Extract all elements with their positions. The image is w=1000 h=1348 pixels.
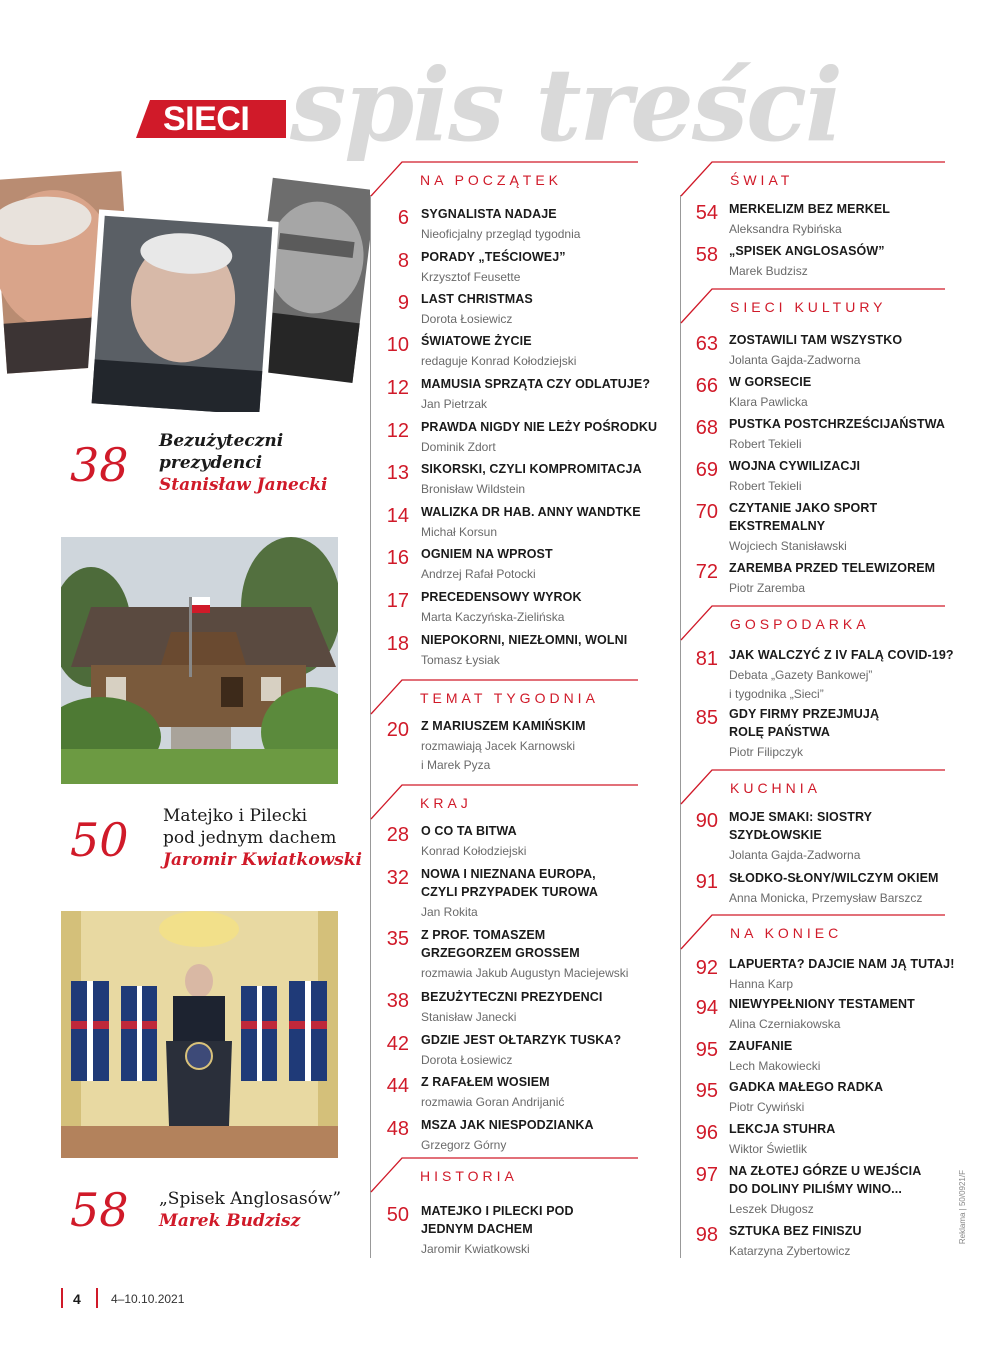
section-title: NA POCZĄTEK <box>420 172 563 188</box>
toc-page-number[interactable]: 32 <box>386 867 409 889</box>
feature-title-line[interactable]: Matejko i Pilecki <box>163 806 308 826</box>
toc-page-number[interactable]: 91 <box>695 871 718 893</box>
toc-entry-title[interactable]: MATEJKO I PILECKI POD <box>421 1204 574 1218</box>
toc-entry-author: Dorota Łosiewicz <box>421 312 513 326</box>
toc-entry-title[interactable]: LAST CHRISTMAS <box>421 292 533 306</box>
feature-author: Stanisław Janecki <box>159 475 328 495</box>
toc-entry-title[interactable]: ROLĘ PAŃSTWA <box>729 725 830 739</box>
footer-bar-right <box>96 1288 98 1308</box>
toc-entry-author: Katarzyna Zybertowicz <box>729 1244 851 1258</box>
toc-entry-author: rozmawia Goran Andrijanić <box>421 1095 565 1109</box>
toc-entry-title[interactable]: MERKELIZM BEZ MERKEL <box>729 202 891 216</box>
toc-page-number[interactable]: 54 <box>695 202 718 224</box>
toc-entry-title[interactable]: OGNIEM NA WPROST <box>421 547 553 561</box>
toc-entry-title[interactable]: NA ZŁOTEJ GÓRZE U WEJŚCIA <box>729 1164 922 1178</box>
toc-entry-author: Debata „Gazety Bankowej” <box>729 668 873 682</box>
toc-entry-author: Piotr Zaremba <box>729 581 806 595</box>
toc-page-number[interactable]: 18 <box>386 633 409 655</box>
toc-page-number[interactable]: 8 <box>397 250 409 272</box>
section-title: HISTORIA <box>420 1168 518 1184</box>
toc-entry-title[interactable]: MOJE SMAKI: SIOSTRY <box>729 810 873 824</box>
toc-entry-title[interactable]: Z PROF. TOMASZEM <box>421 928 546 942</box>
toc-page-number[interactable]: 12 <box>386 377 409 399</box>
toc-entry-author: Anna Monicka, Przemysław Barszcz <box>729 891 923 905</box>
toc-page-number[interactable]: 69 <box>695 459 718 481</box>
toc-entry-title[interactable]: SZYDŁOWSKIE <box>729 828 822 842</box>
toc-entry-title[interactable]: PRECEDENSOWY WYROK <box>421 590 582 604</box>
section-title: KUCHNIA <box>730 780 822 796</box>
toc-entry-author: Marta Kaczyńska-Zielińska <box>421 610 565 624</box>
section-rule <box>370 784 640 820</box>
toc-page-number[interactable]: 90 <box>695 810 718 832</box>
toc-entry-author: Alina Czerniakowska <box>729 1017 841 1031</box>
toc-entry-title[interactable]: MSZA JAK NIESPODZIANKA <box>421 1118 594 1132</box>
toc-page-number[interactable]: 70 <box>695 501 718 523</box>
toc-entry-title[interactable]: Z RAFAŁEM WOSIEM <box>421 1075 550 1089</box>
toc-entry-author: Nieoficjalny przegląd tygodnia <box>421 227 581 241</box>
toc-entry-title[interactable]: GRZEGORZEM GROSSEM <box>421 946 580 960</box>
ad-note: Reklama | 50/0921/F <box>958 1170 967 1245</box>
toc-entry-title[interactable]: NOWA I NIEZNANA EUROPA, <box>421 867 596 881</box>
toc-entry-title[interactable]: LAPUERTA? DAJCIE NAM JĄ TUTAJ! <box>729 957 955 971</box>
toc-entry-author: Jolanta Gajda-Zadworna <box>729 848 861 862</box>
feature-title-line[interactable]: pod jednym dachem <box>163 828 337 848</box>
toc-entry-title[interactable]: GADKA MAŁEGO RADKA <box>729 1080 884 1094</box>
toc-page-number[interactable]: 97 <box>695 1164 718 1186</box>
toc-page-number[interactable]: 28 <box>386 824 409 846</box>
feature-author: Jaromir Kwiatkowski <box>163 850 362 870</box>
toc-entry-author: i tygodnika „Sieci” <box>729 687 824 701</box>
toc-entry-title[interactable]: PUSTKA POSTCHRZEŚCIJAŃSTWA <box>729 417 946 431</box>
toc-page-number[interactable]: 48 <box>386 1118 409 1140</box>
toc-page-number[interactable]: 68 <box>695 417 718 439</box>
toc-page-number[interactable]: 10 <box>386 334 409 356</box>
toc-entry-title[interactable]: „SPISEK ANGLOSASÓW” <box>729 244 885 258</box>
page-number: 4 <box>73 1291 81 1307</box>
feature-number: 38 <box>70 438 129 492</box>
toc-page-number[interactable]: 14 <box>386 505 409 527</box>
toc-entry-author: redaguje Konrad Kołodziejski <box>421 354 577 368</box>
toc-entry-author: Robert Tekieli <box>729 437 802 451</box>
toc-entry-author: Michał Korsun <box>421 525 498 539</box>
toc-entry-title[interactable]: CZYLI PRZYPADEK TUROWA <box>421 885 598 899</box>
toc-entry-author: Jaromir Kwiatkowski <box>421 1242 530 1256</box>
toc-page-number[interactable]: 72 <box>695 561 718 583</box>
toc-entry-author: Leszek Długosz <box>729 1202 814 1216</box>
footer-bar-left <box>61 1288 63 1308</box>
toc-entry-title[interactable]: W GORSECIE <box>729 375 812 389</box>
toc-page-number[interactable]: 50 <box>386 1204 409 1226</box>
section-title: TEMAT TYGODNIA <box>420 690 599 706</box>
feature-number: 58 <box>70 1183 129 1237</box>
manor-house-photo[interactable] <box>61 537 338 784</box>
toc-entry-title[interactable]: ŚWIATOWE ŻYCIE <box>421 334 532 348</box>
toc-entry-author: Jan Rokita <box>421 905 478 919</box>
feature-title-line[interactable]: Bezużyteczni <box>159 431 284 451</box>
toc-page-number[interactable]: 81 <box>695 648 718 670</box>
issue-date: 4–10.10.2021 <box>111 1292 185 1306</box>
toc-entry-author: Dorota Łosiewicz <box>421 1053 513 1067</box>
toc-entry-title[interactable]: O CO TA BITWA <box>421 824 517 838</box>
toc-entry-title[interactable]: NIEWYPEŁNIONY TESTAMENT <box>729 997 915 1011</box>
toc-page-number[interactable]: 58 <box>695 244 718 266</box>
presidents-photo[interactable] <box>0 167 370 412</box>
toc-entry-title[interactable]: Z MARIUSZEM KAMIŃSKIM <box>421 719 586 733</box>
toc-page-number[interactable]: 95 <box>695 1080 718 1102</box>
toc-entry-title[interactable]: NIEPOKORNI, NIEZŁOMNI, WOLNI <box>421 633 628 647</box>
toc-page-number[interactable]: 20 <box>386 719 409 741</box>
section-title: NA KONIEC <box>730 925 843 941</box>
toc-entry-title[interactable]: SZTUKA BEZ FINISZU <box>729 1224 862 1238</box>
toc-page-number[interactable]: 92 <box>695 957 718 979</box>
toc-page-number[interactable]: 63 <box>695 333 718 355</box>
toc-entry-title[interactable]: EKSTREMALNY <box>729 519 826 533</box>
toc-entry-author: Jan Pietrzak <box>421 397 488 411</box>
toc-entry-author: Andrzej Rafał Potocki <box>421 567 536 581</box>
toc-entry-author: Aleksandra Rybińska <box>729 222 842 236</box>
toc-entry-author: Tomasz Łysiak <box>421 653 500 667</box>
toc-entry-title[interactable]: WALIZKA DR HAB. ANNY WANDTKE <box>421 505 641 519</box>
toc-entry-author: Piotr Cywiński <box>729 1100 805 1114</box>
toc-page-number[interactable]: 42 <box>386 1033 409 1055</box>
toc-entry-author: Wojciech Stanisławski <box>729 539 847 553</box>
toc-page-number[interactable]: 94 <box>695 997 718 1019</box>
toc-entry-title[interactable]: PRAWDA NIGDY NIE LEŻY POŚRODKU <box>421 420 658 434</box>
toc-entry-author: i Marek Pyza <box>421 758 491 772</box>
toc-entry-author: Hanna Karp <box>729 977 794 991</box>
toc-entry-title[interactable]: CZYTANIE JAKO SPORT <box>729 501 878 515</box>
toc-entry-author: rozmawiają Jacek Karnowski <box>421 739 576 753</box>
toc-entry-title[interactable]: PORADY „TEŚCIOWEJ” <box>421 250 566 264</box>
toc-entry-author: Krzysztof Feusette <box>421 270 521 284</box>
toc-page-number[interactable]: 13 <box>386 462 409 484</box>
section-title: GOSPODARKA <box>730 616 870 632</box>
toc-entry-title[interactable]: GDZIE JEST OŁTARZYK TUSKA? <box>421 1033 622 1047</box>
section-title: ŚWIAT <box>730 172 794 188</box>
page-title: spis treści <box>290 46 841 164</box>
brand-name: SIECI <box>163 100 250 138</box>
toc-page-number[interactable]: 12 <box>386 420 409 442</box>
toc-entry-author: Konrad Kołodziejski <box>421 844 527 858</box>
toc-entry-author: Piotr Filipczyk <box>729 745 804 759</box>
toc-page-number[interactable]: 9 <box>397 292 409 314</box>
toc-entry-author: Robert Tekieli <box>729 479 802 493</box>
toc-entry-author: rozmawia Jakub Augustyn Maciejewski <box>421 966 629 980</box>
toc-entry-title[interactable]: BEZUŻYTECZNI PREZYDENCI <box>421 990 603 1004</box>
toc-page-number[interactable]: 17 <box>386 590 409 612</box>
toc-entry-title[interactable]: SIKORSKI, CZYLI KOMPROMITACJA <box>421 462 642 476</box>
toc-entry-title[interactable]: ZOSTAWILI TAM WSZYSTKO <box>729 333 903 347</box>
feature-title-line[interactable]: „Spisek Anglosasów” <box>159 1189 342 1209</box>
toc-entry-author: Jolanta Gajda-Zadworna <box>729 353 861 367</box>
toc-entry-title[interactable]: DO DOLINY PILIŚMY WINO... <box>729 1182 902 1196</box>
toc-page-number[interactable]: 35 <box>386 928 409 950</box>
toc-entry-author: Bronisław Wildstein <box>421 482 526 496</box>
toc-entry-title[interactable]: ZAREMBA PRZED TELEWIZOREM <box>729 561 936 575</box>
toc-entry-title[interactable]: ZAUFANIE <box>729 1039 793 1053</box>
toc-page-number[interactable]: 16 <box>386 547 409 569</box>
toc-entry-title[interactable]: SYGNALISTA NADAJE <box>421 207 557 221</box>
toc-page-number[interactable]: 85 <box>695 707 718 729</box>
toc-page-number[interactable]: 6 <box>397 207 409 229</box>
toc-entry-author: Dominik Zdort <box>421 440 496 454</box>
section-title: SIECI KULTURY <box>730 299 887 315</box>
toc-entry-title[interactable]: WOJNA CYWILIZACJI <box>729 459 861 473</box>
toc-page-number[interactable]: 95 <box>695 1039 718 1061</box>
toc-entry-title[interactable]: LEKCJA STUHRA <box>729 1122 836 1136</box>
toc-entry-title[interactable]: GDY FIRMY PRZEJMUJĄ <box>729 707 880 721</box>
toc-page-number[interactable]: 96 <box>695 1122 718 1144</box>
toc-page-number[interactable]: 44 <box>386 1075 409 1097</box>
toc-entry-author: Grzegorz Górny <box>421 1138 507 1152</box>
toc-entry-title[interactable]: SŁODKO-SŁONY/WILCZYM OKIEM <box>729 871 939 885</box>
toc-page-number[interactable]: 98 <box>695 1224 718 1246</box>
toc-page-number[interactable]: 38 <box>386 990 409 1012</box>
toc-entry-author: Klara Pawlicka <box>729 395 808 409</box>
podium-flags-photo[interactable] <box>61 911 338 1158</box>
toc-entry-author: Wiktor Świetlik <box>729 1142 808 1156</box>
feature-title-line[interactable]: prezydenci <box>159 453 263 473</box>
feature-author: Marek Budzisz <box>159 1211 301 1231</box>
toc-entry-title[interactable]: JAK WALCZYĆ Z IV FALĄ COVID-19? <box>729 648 954 662</box>
toc-entry-title[interactable]: JEDNYM DACHEM <box>421 1222 533 1236</box>
feature-number: 50 <box>70 813 129 867</box>
toc-entry-title[interactable]: MAMUSIA SPRZĄTA CZY ODLATUJE? <box>421 377 651 391</box>
toc-entry-author: Marek Budzisz <box>729 264 808 278</box>
toc-entry-author: Lech Makowiecki <box>729 1059 821 1073</box>
section-rule <box>680 161 947 197</box>
section-title: KRAJ <box>420 795 472 811</box>
toc-entry-author: Stanisław Janecki <box>421 1010 517 1024</box>
toc-page-number[interactable]: 66 <box>695 375 718 397</box>
